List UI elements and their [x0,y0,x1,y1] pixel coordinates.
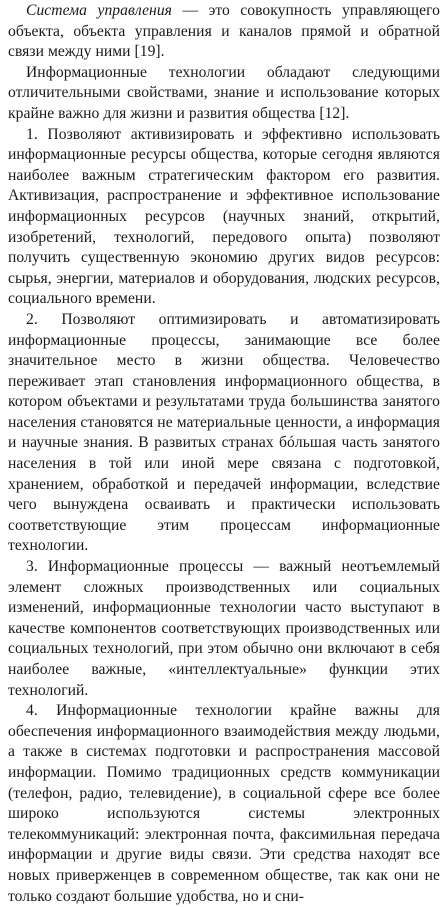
paragraph-item-1: 1. Позволяют активизировать и эффективно использовать информационные ресурсы общества, которые сегодня являются наиболее важным стратегическим фактором его развития. Активизация, распространение и эффективное использование информационных ресурсов (научных знаний, открытий, изобретений, технологий, передового опыта) позволяют получить существенную экономию других видов ресурсов: сырья, энергии, материалов и оборудования, людских ресурсов, социального времени. [8,125,440,308]
paragraph-definition [8,1,440,63]
term-control-system: Система управления [26,2,172,19]
paragraph-item-2: 2. Позволяют оптимизировать и автоматизировать информационные процессы, занимающие все более значительное место в жизни общества. Человечество переживает этап становления информационного общества, в котором объектами и результатами труда большинства занятого населения становятся не материальные ценности, а информация и научные знания. В развитых странах бóльшая часть занятого населения в той или иной мере связана с подготовкой, хранением, обработкой и передачей информации, вследствие чего вынуждена осваивать и практически использовать соответствующие этим процессам информационные технологии. [8,310,440,555]
paragraph-intro: Информационные технологии обладают следующими отличительными свойствами, знание и использование которых крайне важно для жизни и развития общества [12]. [8,63,440,122]
paragraph-item-3: 3. Информационные процессы — важный неотъемлемый элемент сложных производственных или социальных изменений, информационные технологии часто выступают в качестве компонентов соответствующих производственных или социальных технологий, при этом обычно они включают в себя наиболее важные, «интеллектуальные» функции этих технологий. [8,558,440,699]
paragraph-item-4: 4. Информационные технологии крайне важны для обеспечения информационного взаимодействия между людьми, а также в системах подготовки и распространения массовой информации. Помимо традиционных средств коммуникации (телефон, радио, телевидение), в социальной сфере все более широко используются системы электронных телекоммуникаций: электронная почта, факсимильная передача информации и другие виды связи. Эти средства находят все новых приверженцев в современном обществе, так как они не только создают большие удобства, но и сни- [8,702,440,905]
definition-text: — это совокупность управляющего объекта, объекта управления и каналов прямой и обратной связи между ними [19]. [8,2,440,61]
